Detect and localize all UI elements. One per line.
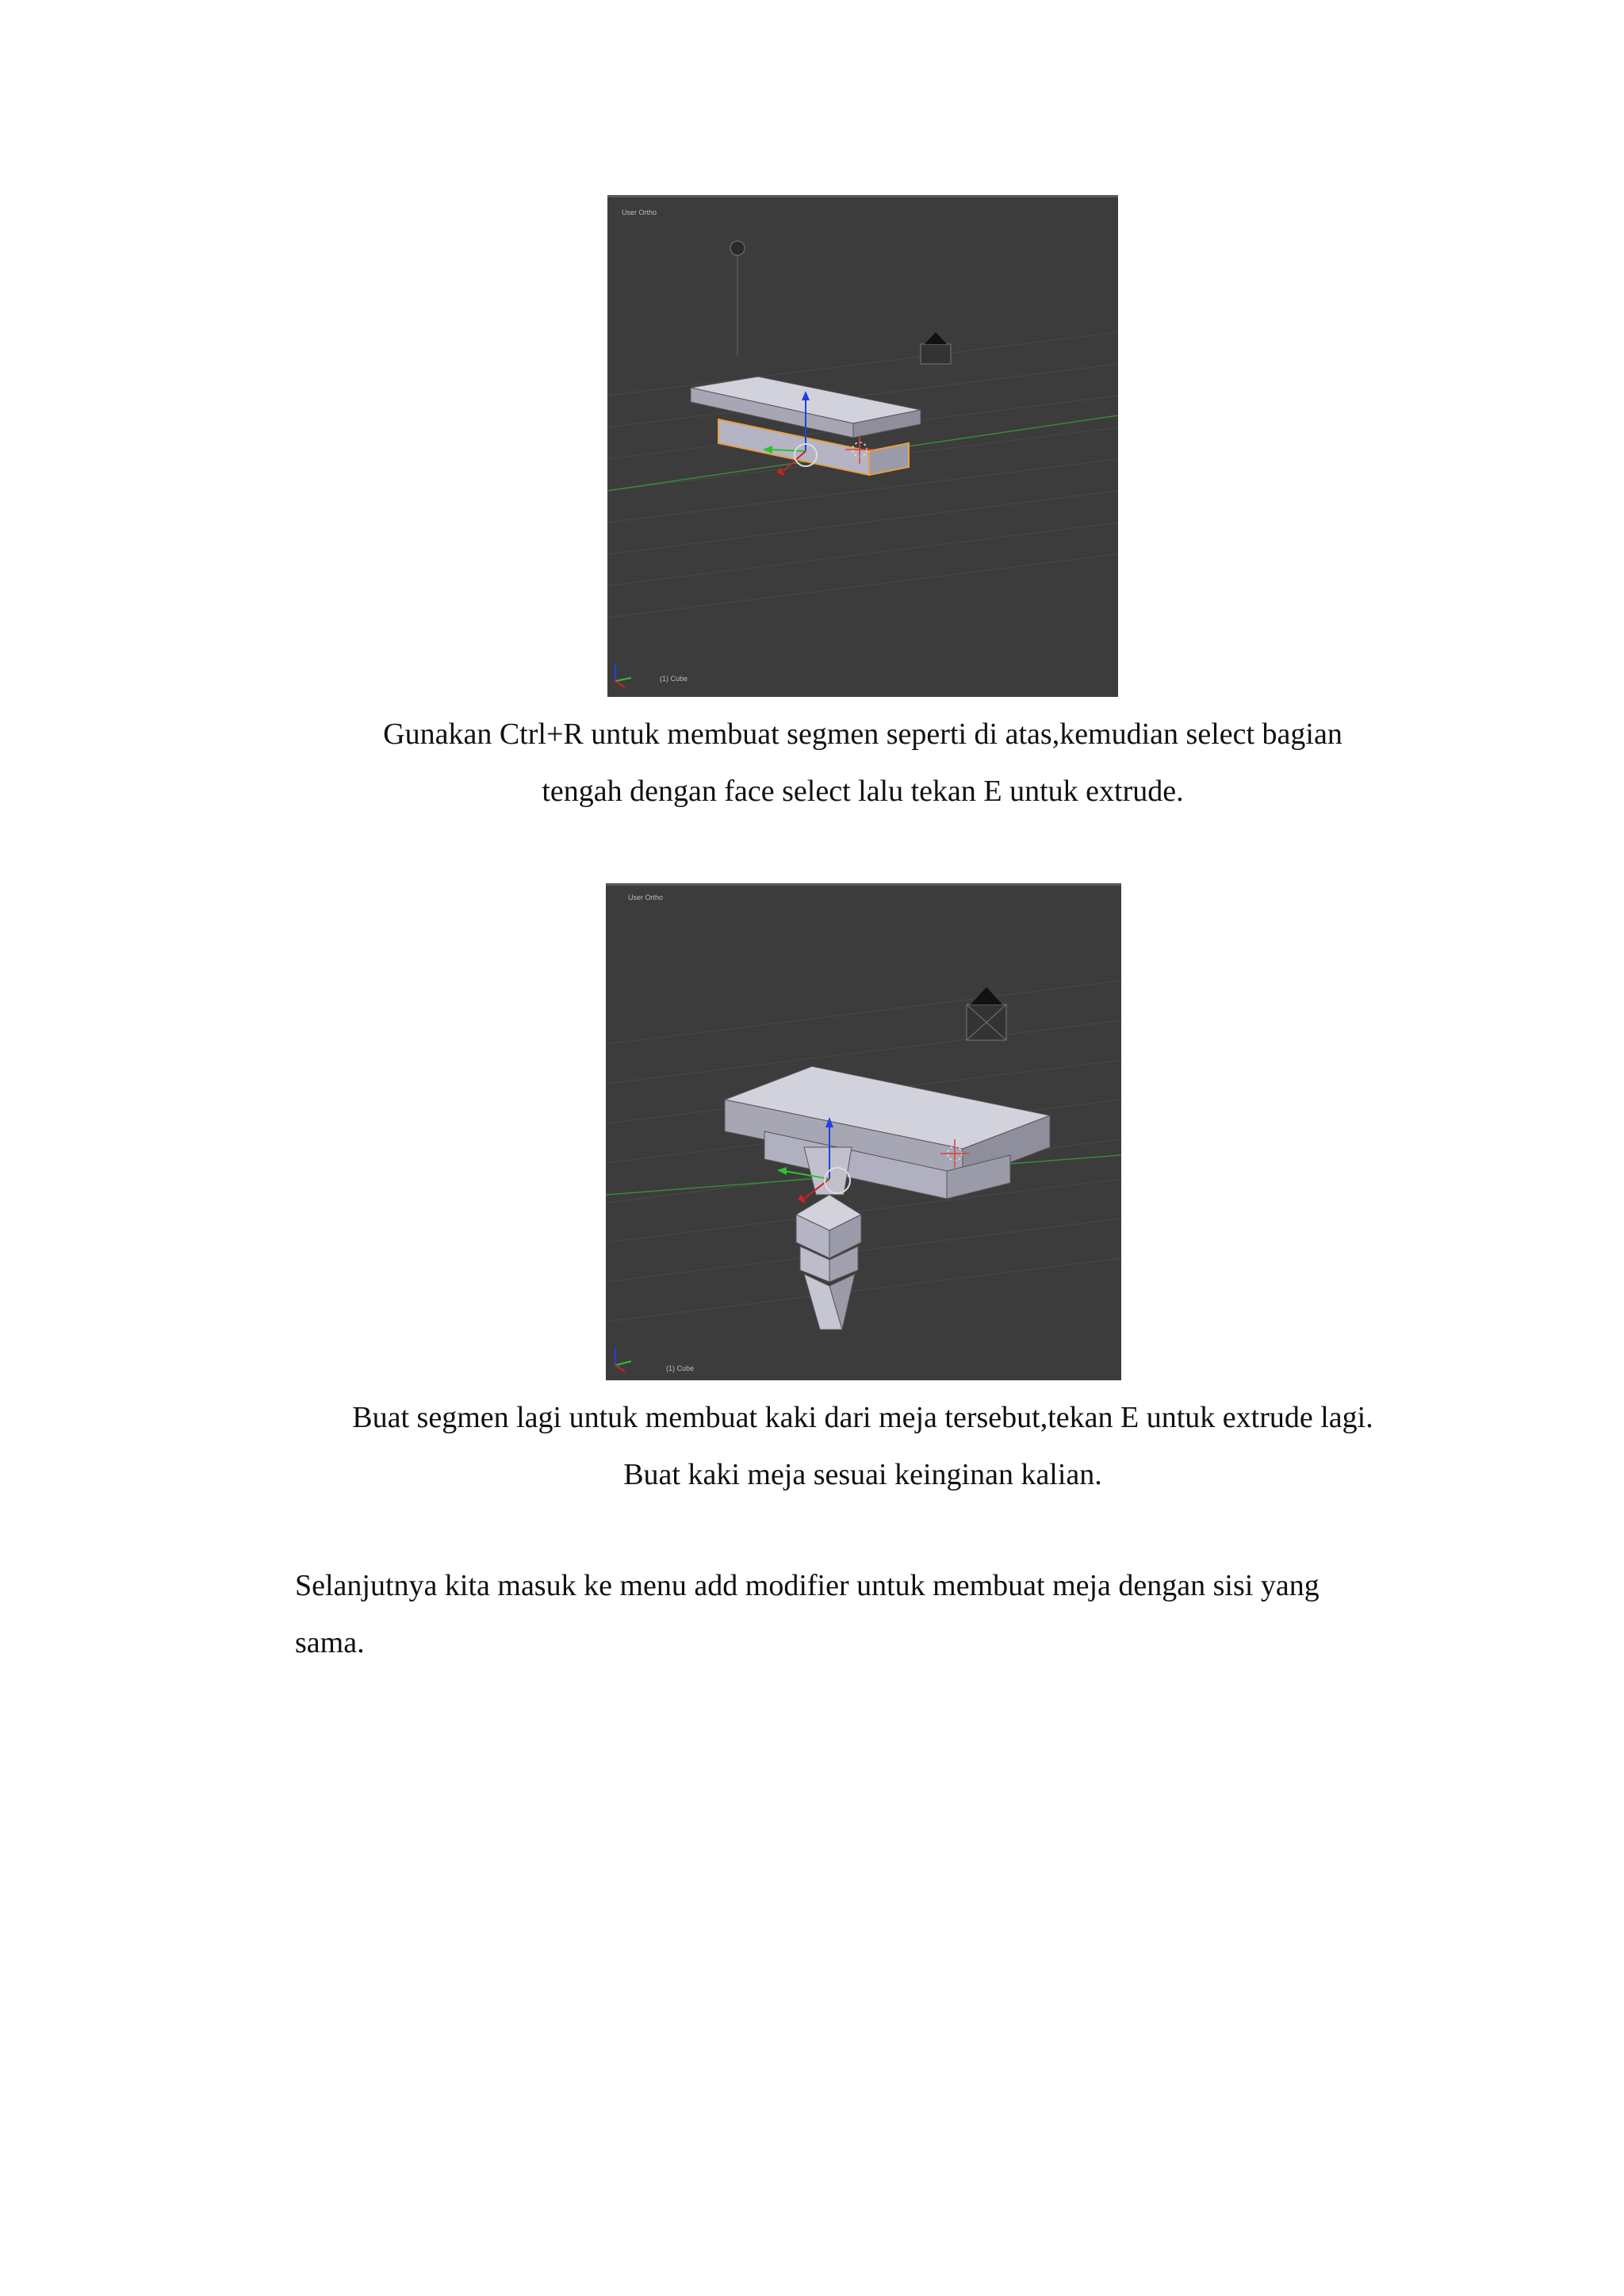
lamp-icon [730, 241, 745, 255]
paragraph-line: sama. [295, 1626, 365, 1659]
viewport-view-label: User Ortho [628, 894, 664, 901]
caption-line: Buat segmen lagi untuk membuat kaki dari meja tersebut,tekan E untuk extrude lagi. [352, 1401, 1373, 1434]
blender-viewport-screenshot-1 [607, 195, 1118, 697]
corner-axis-widget [615, 664, 631, 687]
camera-icon [921, 332, 951, 364]
caption-line: Gunakan Ctrl+R untuk membuat segmen seperti di atas,kemudian select bagian [383, 718, 1342, 751]
figure-caption-1 [0, 706, 1624, 820]
body-paragraph [295, 1557, 1437, 1671]
caption-line: tengah dengan face select lalu tekan E untuk extrude. [542, 775, 1184, 808]
viewport-scene-2 [606, 886, 1121, 1380]
caption-line: Buat kaki meja sesuai keinginan kalian. [623, 1458, 1102, 1491]
camera-icon [967, 987, 1006, 1040]
figure-caption-2 [0, 1389, 1624, 1503]
grid-lines [607, 332, 1118, 618]
corner-axis-widget [615, 1348, 631, 1372]
viewport-object-label: (1) Cube [660, 675, 688, 683]
paragraph-line: Selanjutnya kita masuk ke menu add modifier untuk membuat meja dengan sisi yang [295, 1569, 1320, 1602]
viewport-scene-1 [607, 197, 1118, 697]
blender-viewport-screenshot-2 [606, 883, 1121, 1380]
table-top-mesh [725, 1066, 1050, 1199]
viewport-object-label: (1) Cube [666, 1364, 695, 1372]
viewport-view-label: User Ortho [622, 209, 657, 216]
